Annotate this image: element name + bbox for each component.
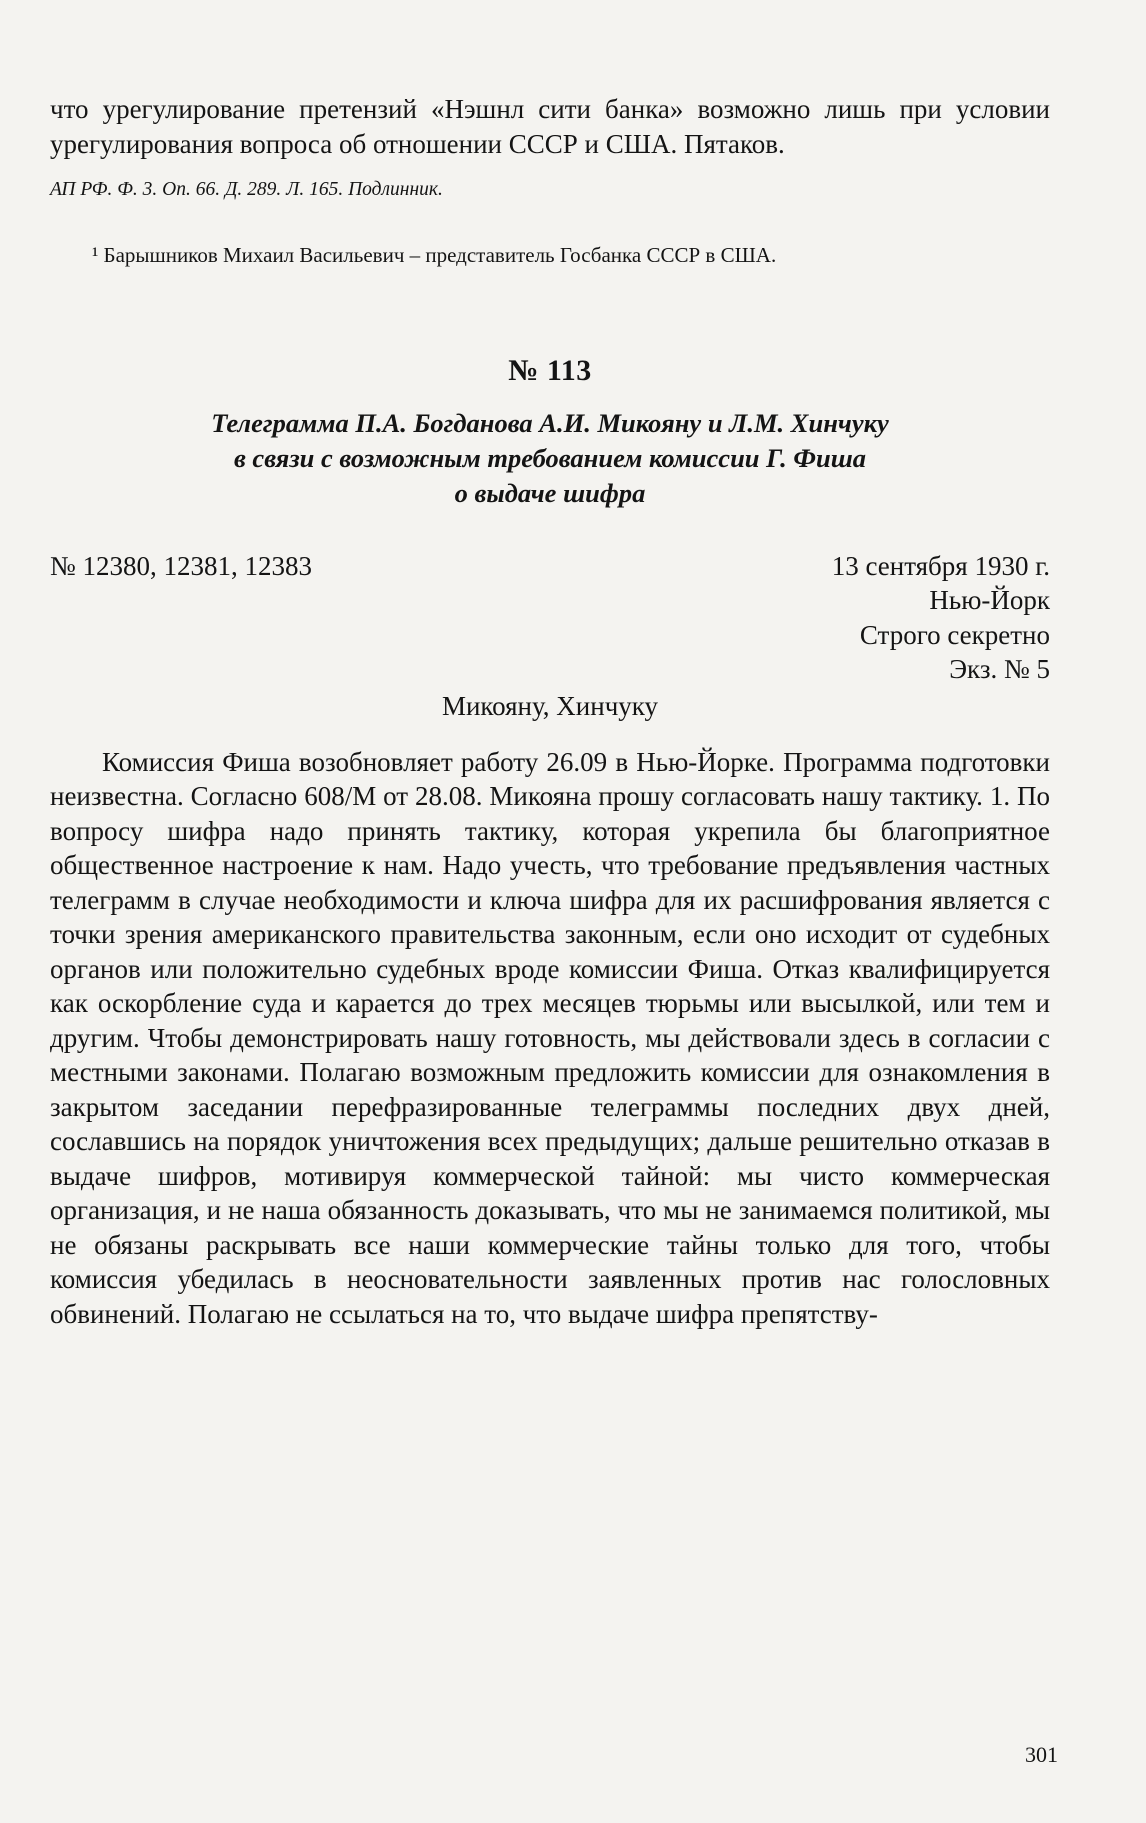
document-meta-row (50, 549, 1050, 583)
telegram-body: Комиссия Фиша возобновляет работу 26.09 в Нью-Йорке. Программа подготовки неизвестна. Согласно 608/М от 28.08. Микояна прошу согласовать нашу тактику. 1. По вопросу шифра надо принять тактику, которая укрепила бы благоприятное общественное настроение к нам. Надо учесть, что требование предъявления частных телеграмм в случае необходимости и ключа шифра для их расшифрования является с точки зрения американского правительства законным, если оно исходит от судебных органов или положительно судебных вроде комиссии Фиша. Отказ квалифицируется как оскорбление суда и карается до трех месяцев тюрьмы или высылкой, или тем и другим. Чтобы демонстрировать нашу готовность, мы действовали здесь в согласии с местными законами. Полагаю возможным предложить комиссии для ознакомления в закрытом заседании перефразированные телеграммы последних двух дней, сославшись на порядок уничтожения всех предыдущих; дальше решительно отказав в выдаче шифров, мотивируя коммерческой тайной: мы чисто коммерческая организация, и не наша обязанность доказывать, что мы не занимаемся политикой, мы не обязаны раскрывать все наши коммерческие тайны только для того, чтобы комиссия убедилась в неосновательности заявленных против нас голословных обвинений. Полагаю не ссылаться на то, что выдаче шифра препятству- (50, 746, 1050, 1329)
document-title (50, 406, 1050, 511)
document-place: Нью-Йорк (929, 585, 1050, 615)
document-title-line: Телеграмма П.А. Богданова А.И. Микояну и Л.М. Хинчуку (211, 408, 889, 438)
document-page (50, 92, 1050, 1331)
reference-numbers: № 12380, 12381, 12383 (50, 551, 313, 581)
document-date: 13 сентября 1930 г. (831, 551, 1050, 581)
page-number: 301 (1025, 1742, 1058, 1767)
document-title-line: о выдаче шифра (454, 478, 646, 508)
copy-number: Экз. № 5 (949, 654, 1050, 684)
document-number: № 113 (508, 354, 592, 387)
document-title-line: в связи с возможным требованием комиссии Г. Фиша (233, 443, 867, 473)
footnote: ¹ Барышников Михаил Васильевич – представитель Госбанка СССР в США. (92, 243, 777, 267)
classification-stamp: Строго секретно (859, 619, 1050, 650)
archive-source: АП РФ. Ф. 3. Оп. 66. Д. 289. Л. 165. Подлинник. (50, 179, 443, 200)
intro-paragraph: что урегулирование претензий «Нэшнл сити банка» возможно лишь при условии урегулирования вопроса об отношении СССР и США. Пятаков. (50, 94, 1050, 159)
addressee: Микояну, Хинчуку (441, 690, 659, 721)
